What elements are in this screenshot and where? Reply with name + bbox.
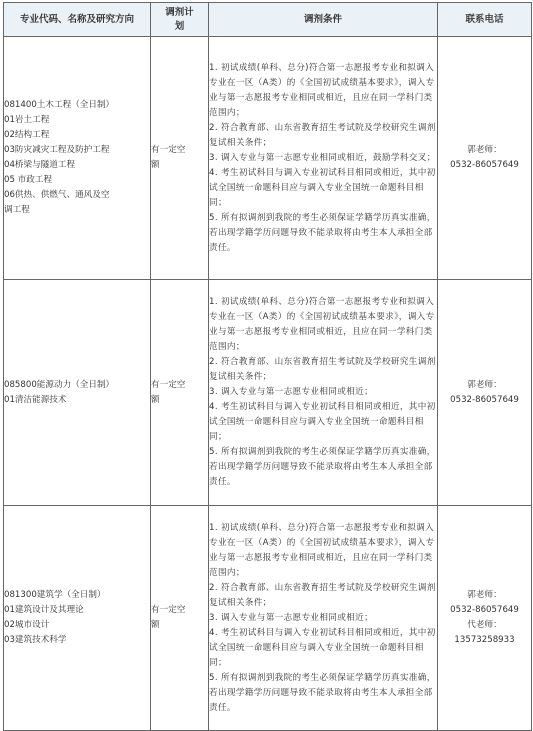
conditions-cell (209, 37, 438, 280)
plan-line: 额 (151, 620, 160, 630)
contact-cell (438, 280, 532, 506)
contact-line: 0532-86057649 (450, 160, 519, 170)
program-cell (4, 280, 151, 506)
program-line: 02城市设计 (4, 620, 50, 630)
program-line: 03建筑技术科学 (4, 635, 67, 645)
table-row (4, 506, 532, 731)
header-plan-line: 调剂计 (165, 6, 194, 18)
condition-item: 4. 考生初试科目与调入专业初试科目相同或相近，其中初试全国统一命题科目应与调入专业全国统一命题科目相同； (209, 167, 436, 208)
plan-line: 有一定空 (151, 145, 186, 155)
contact-line: 代老师： (467, 620, 502, 630)
program-line: 081400土木工程（全日制） (4, 100, 115, 110)
header-row (4, 3, 532, 37)
adjustment-table (3, 2, 532, 731)
header-plan (151, 3, 209, 37)
condition-item: 2. 符合教育部、山东省教育招生考试院及学校研究生调剂复试相关条件； (209, 582, 436, 608)
contact-line: 郭老师： (467, 379, 502, 390)
condition-item: 5. 所有拟调剂到我院的考生必须保证学籍学历真实准确，若出现学籍学历问题导致不能录取将由考生本人承担全部责任。 (209, 212, 436, 253)
header-contact: 联系电话 (438, 3, 532, 37)
program-cell (4, 37, 151, 280)
plan-line: 额 (151, 160, 160, 170)
condition-item: 1. 初试成绩(单科、总分)符合第一志愿报考专业和拟调入专业在一区（A类）的《全国初试成绩基本要求》，调入专业与第一志愿报考专业相同或相近，且应在同一学科门类范围内； (209, 297, 435, 352)
condition-item: 1. 初试成绩(单科、总分)符合第一志愿报考专业和拟调入专业在一区（A类）的《全国初试成绩基本要求》，调入专业与第一志愿报考专业相同或相近，且应在同一学科门类范围内； (209, 522, 435, 578)
program-line: 02结构工程 (4, 130, 50, 140)
program-line: 085800能源动力（全日制） (4, 379, 115, 390)
contact-line: 0532-86057649 (450, 394, 519, 405)
plan-line: 额 (151, 394, 160, 405)
header-conditions: 调剂条件 (209, 3, 438, 37)
program-line: 调工程 (4, 205, 30, 215)
conditions-cell (209, 506, 438, 731)
condition-item: 3. 调入专业与第一志愿专业相同或相近； (209, 612, 374, 623)
condition-item: 5. 所有拟调剂到我院的考生必须保证学籍学历真实准确，若出现学籍学历问题导致不能录取将由考生本人承担全部责任。 (209, 672, 436, 713)
contact-cell (438, 37, 532, 280)
condition-item: 3. 调入专业与第一志愿专业相同或相近； (209, 387, 374, 397)
condition-item: 5. 所有拟调剂到我院的考生必须保证学籍学历真实准确，若出现学籍学历问题导致不能录取将由考生本人承担全部责任。 (209, 447, 436, 487)
table-row (4, 37, 532, 280)
program-line: 01清洁能源技术 (4, 394, 67, 405)
plan-line: 有一定空 (151, 379, 186, 390)
condition-item: 2. 符合教育部、山东省教育招生考试院及学校研究生调剂复试相关条件； (209, 122, 436, 148)
plan-cell (151, 506, 209, 731)
contact-line: 13573258933 (454, 635, 515, 645)
condition-item: 1. 初试成绩(单科、总分)符合第一志愿报考专业和拟调入专业在一区（A类）的《全国初试成绩基本要求》，调入专业与第一志愿报考专业相同或相近，且应在同一学科门类范围内； (209, 62, 435, 118)
program-cell (4, 506, 151, 731)
condition-item: 3. 调入专业与第一志愿专业相同或相近，鼓励学科交叉； (209, 152, 436, 163)
table-row (4, 280, 532, 506)
program-line: 01建筑设计及其理论 (4, 605, 84, 615)
condition-item: 4. 考生初试科目与调入专业初试科目相同或相近，其中初试全国统一命题科目应与调入专业全国统一命题科目相同； (209, 627, 436, 668)
conditions-cell (209, 280, 438, 506)
plan-cell (151, 280, 209, 506)
condition-item: 2. 符合教育部、山东省教育招生考试院及学校研究生调剂复试相关条件； (209, 357, 436, 382)
program-line: 05 市政工程 (4, 175, 53, 185)
contact-line: 0532-86057649 (450, 605, 519, 615)
contact-line: 郭老师： (467, 145, 502, 155)
condition-item: 4. 考生初试科目与调入专业初试科目相同或相近，其中初试全国统一命题科目应与调入专业全国统一命题科目相同； (209, 402, 436, 442)
program-line: 04桥梁与隧道工程 (4, 160, 76, 170)
program-line: 06供热、供燃气、通风及空 (4, 190, 110, 200)
program-line: 01岩土工程 (4, 115, 50, 125)
plan-cell (151, 37, 209, 280)
contact-cell (438, 506, 532, 731)
program-line: 03防灾减灾工程及防护工程 (4, 145, 110, 155)
contact-line: 郭老师： (467, 590, 502, 600)
program-line: 081300建筑学（全日制） (4, 590, 106, 600)
plan-line: 有一定空 (151, 605, 186, 615)
header-plan-line: 划 (174, 20, 185, 32)
header-program: 专业代码、名称及研究方向 (4, 3, 151, 37)
